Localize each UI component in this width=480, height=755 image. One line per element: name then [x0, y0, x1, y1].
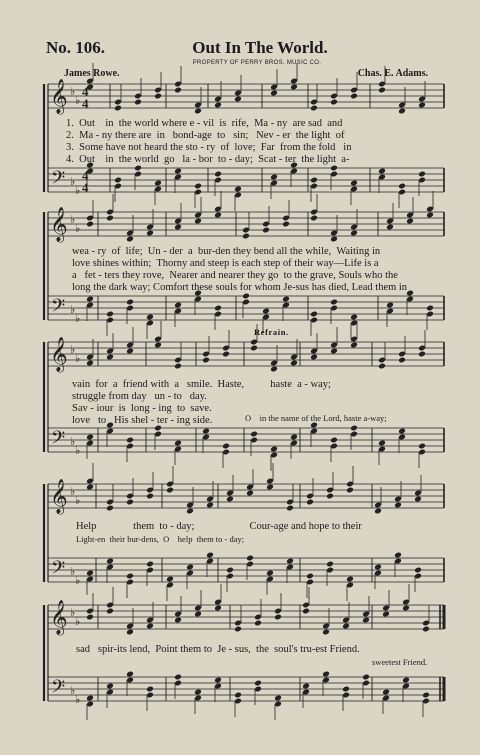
- hymn-title: Out In The World.: [192, 38, 328, 57]
- note-head: [194, 183, 202, 190]
- note-head: [254, 620, 262, 627]
- note-head: [378, 363, 386, 370]
- note-head: [350, 93, 358, 100]
- lyric-line: a fet - ters they rove, Nearer and nearer they go to the grave, Souls who the: [72, 270, 398, 281]
- note-head: [234, 186, 242, 193]
- note-head: [174, 617, 182, 624]
- note-head: [270, 174, 278, 181]
- note-head: [234, 692, 242, 699]
- note-head: [274, 695, 282, 702]
- lyric-line: love to His shel - ter - ing side.: [72, 415, 213, 426]
- note-head: [146, 623, 154, 630]
- note-head: [350, 342, 358, 349]
- flat-sign: ♭: [75, 574, 81, 587]
- note-head: [234, 626, 242, 633]
- composer: Chas. E. Adams.: [357, 68, 428, 79]
- lyric-line: Sav - iour is long - ing to save.: [72, 403, 212, 414]
- note-head: [270, 90, 278, 97]
- note-head: [422, 692, 430, 699]
- lyric-line: 4. Out in the world go la - bor to - day; Scat - ter the light a-: [66, 154, 350, 165]
- flat-sign: ♭: [75, 352, 81, 365]
- note-head: [214, 102, 222, 109]
- note-head: [306, 499, 314, 506]
- note-head: [310, 215, 318, 222]
- note-head: [426, 212, 434, 219]
- lyric-line: struggle from day un - to day.: [72, 391, 207, 402]
- note-head: [306, 573, 314, 580]
- note-head: [378, 168, 386, 175]
- note-head: [422, 626, 430, 633]
- note-head: [266, 484, 274, 491]
- note-head: [174, 363, 182, 370]
- note-head: [262, 227, 270, 234]
- note-head: [194, 108, 202, 115]
- note-head: [262, 308, 270, 315]
- flat-sign: ♭: [75, 494, 81, 507]
- note-head: [426, 305, 434, 312]
- bass-clef: 𝄢: [51, 168, 66, 193]
- time-signature: 4: [82, 168, 89, 183]
- note-head: [146, 314, 154, 321]
- note-head: [378, 87, 386, 94]
- note-head: [126, 573, 134, 580]
- note-head: [134, 99, 142, 106]
- note-head: [194, 218, 202, 225]
- note-head: [214, 305, 222, 312]
- lyric-line: 3. Some have not heard the sto - ry of love; Far from the fold in: [66, 142, 352, 153]
- note-head: [106, 505, 114, 512]
- lyric-line: sad spir-its lend, Point them to Je - sus, the soul's tru-est Friend.: [76, 644, 360, 655]
- note-head: [86, 695, 94, 702]
- treble-clef: 𝄞: [50, 600, 68, 635]
- note-head: [398, 428, 406, 435]
- bass-clef: 𝄢: [51, 428, 66, 453]
- lyric-line: Help them to - day; Cour-age and hope to their: [76, 521, 362, 532]
- note-head: [146, 561, 154, 568]
- lyric-line: 2. Ma - ny there are in bond-age to sin; Nev - er the light of: [66, 130, 345, 141]
- note-head: [246, 555, 254, 562]
- flat-sign: ♭: [75, 444, 81, 457]
- note-head: [114, 177, 122, 184]
- bass-clef: 𝄢: [51, 677, 66, 702]
- note-head: [330, 437, 338, 444]
- note-head: [326, 493, 334, 500]
- note-head: [330, 99, 338, 106]
- note-head: [106, 683, 114, 690]
- note-head: [398, 357, 406, 364]
- note-head: [174, 302, 182, 309]
- note-head: [274, 614, 282, 621]
- time-signature: 4: [82, 180, 89, 195]
- note-head: [418, 171, 426, 178]
- note-head: [106, 608, 114, 615]
- time-signature: 4: [82, 84, 89, 99]
- lyric-line: long the dark way; Comfort these souls for whom Je-sus has died, Lead them in: [72, 282, 408, 293]
- note-head: [194, 689, 202, 696]
- note-head: [202, 428, 210, 435]
- note-head: [214, 171, 222, 178]
- note-head: [226, 567, 234, 574]
- note-head: [382, 611, 390, 618]
- note-head: [398, 108, 406, 115]
- treble-clef: 𝄞: [50, 337, 68, 372]
- flat-sign: ♭: [75, 94, 81, 107]
- note-head: [174, 674, 182, 681]
- note-head: [342, 623, 350, 630]
- note-head: [166, 576, 174, 583]
- property-notice: PROPERTY OF PERRY BROS. MUSIC CO.: [192, 60, 322, 66]
- bass-clef: 𝄢: [51, 558, 66, 583]
- note-head: [350, 180, 358, 187]
- note-head: [214, 677, 222, 684]
- note-head: [126, 629, 134, 636]
- note-head: [378, 440, 386, 447]
- note-head: [290, 360, 298, 367]
- note-head: [406, 218, 414, 225]
- note-head: [146, 686, 154, 693]
- note-head: [186, 508, 194, 515]
- note-head: [250, 431, 258, 438]
- flat-sign: ♭: [70, 606, 76, 619]
- note-head: [322, 629, 330, 636]
- lyric-line: love shines within; Thorny and steep is each step of their way—Life is a: [72, 258, 379, 269]
- note-head: [250, 345, 258, 352]
- note-head: [226, 496, 234, 503]
- treble-clef: 𝄞: [50, 79, 68, 114]
- note-head: [350, 314, 358, 321]
- note-head: [310, 105, 318, 112]
- note-head: [282, 221, 290, 228]
- note-head: [214, 212, 222, 219]
- note-head: [174, 87, 182, 94]
- note-head: [114, 105, 122, 112]
- alt-lyric-line: sweetest Friend.: [372, 657, 428, 667]
- flat-sign: ♭: [75, 693, 81, 706]
- flat-sign: ♭: [70, 85, 76, 98]
- flat-sign: ♭: [70, 485, 76, 498]
- note-head: [310, 177, 318, 184]
- note-head: [146, 230, 154, 237]
- note-head: [330, 299, 338, 306]
- flat-sign: ♭: [70, 303, 76, 316]
- note-head: [126, 236, 134, 243]
- note-head: [386, 224, 394, 231]
- flat-sign: ♭: [70, 435, 76, 448]
- note-head: [362, 617, 370, 624]
- lyricist: James Rowe.: [64, 68, 120, 79]
- refrain-label: Refrain.: [254, 327, 289, 337]
- note-head: [402, 605, 410, 612]
- note-head: [134, 165, 142, 172]
- note-head: [126, 299, 134, 306]
- note-head: [206, 502, 214, 509]
- treble-clef: 𝄞: [50, 207, 68, 242]
- treble-clef: 𝄞: [50, 479, 68, 514]
- flat-sign: ♭: [75, 312, 81, 325]
- note-head: [154, 342, 162, 349]
- note-head: [106, 354, 114, 361]
- flat-sign: ♭: [70, 343, 76, 356]
- flat-sign: ♭: [75, 184, 81, 197]
- note-head: [286, 558, 294, 565]
- note-head: [302, 683, 310, 690]
- note-head: [290, 84, 298, 91]
- note-head: [186, 564, 194, 571]
- note-head: [194, 611, 202, 618]
- note-head: [106, 558, 114, 565]
- note-head: [270, 366, 278, 373]
- flat-sign: ♭: [70, 213, 76, 226]
- note-head: [414, 567, 422, 574]
- note-head: [402, 677, 410, 684]
- note-head: [326, 561, 334, 568]
- flat-sign: ♭: [75, 222, 81, 235]
- note-head: [154, 93, 162, 100]
- note-head: [86, 221, 94, 228]
- lyric-line: vain for a friend with a smile. Haste, haste a - way;: [72, 379, 331, 390]
- note-head: [418, 443, 426, 450]
- note-head: [330, 236, 338, 243]
- note-head: [202, 357, 210, 364]
- note-head: [302, 608, 310, 615]
- time-signature: 4: [82, 96, 89, 111]
- note-head: [174, 224, 182, 231]
- note-head: [206, 552, 214, 559]
- note-head: [282, 296, 290, 303]
- note-head: [126, 671, 134, 678]
- note-head: [346, 487, 354, 494]
- note-head: [126, 499, 134, 506]
- note-head: [266, 570, 274, 577]
- hymn-number: No. 106.: [46, 38, 106, 57]
- flat-sign: ♭: [70, 175, 76, 188]
- note-head: [254, 680, 262, 687]
- note-head: [126, 437, 134, 444]
- note-head: [398, 183, 406, 190]
- lyric-line: 1. Out in the world where e - vil is rife, Ma - ny are sad and: [66, 118, 343, 129]
- note-head: [174, 168, 182, 175]
- note-head: [126, 348, 134, 355]
- note-head: [418, 102, 426, 109]
- note-head: [386, 302, 394, 309]
- note-head: [86, 434, 94, 441]
- note-head: [374, 564, 382, 571]
- note-head: [346, 576, 354, 583]
- note-head: [330, 165, 338, 172]
- note-head: [406, 290, 414, 297]
- note-head: [146, 493, 154, 500]
- note-head: [382, 689, 390, 696]
- note-head: [362, 674, 370, 681]
- note-head: [106, 311, 114, 318]
- note-head: [418, 351, 426, 358]
- note-head: [174, 440, 182, 447]
- lyric-line: wea - ry of life; Un - der a bur-den they bend all the while, Waiting in: [72, 246, 381, 257]
- note-head: [290, 434, 298, 441]
- note-head: [350, 425, 358, 432]
- note-head: [86, 570, 94, 577]
- bass-lyric-line: O in the name of the Lord, haste a-way;: [245, 413, 387, 423]
- flat-sign: ♭: [70, 684, 76, 697]
- note-head: [242, 293, 250, 300]
- note-head: [86, 360, 94, 367]
- note-head: [86, 614, 94, 621]
- note-head: [286, 505, 294, 512]
- bass-clef: 𝄢: [51, 296, 66, 321]
- note-head: [154, 180, 162, 187]
- note-head: [330, 348, 338, 355]
- note-head: [322, 671, 330, 678]
- note-head: [222, 351, 230, 358]
- note-head: [106, 215, 114, 222]
- alt-lyric-line: Light-en their bur-dens, O help them to - day;: [76, 534, 245, 544]
- flat-sign: ♭: [70, 565, 76, 578]
- note-head: [350, 230, 358, 237]
- note-head: [310, 354, 318, 361]
- note-head: [414, 496, 422, 503]
- note-head: [342, 686, 350, 693]
- flat-sign: ♭: [75, 615, 81, 628]
- note-head: [86, 484, 94, 491]
- note-head: [246, 490, 254, 497]
- note-head: [242, 233, 250, 240]
- note-head: [214, 605, 222, 612]
- note-head: [86, 296, 94, 303]
- note-head: [270, 446, 278, 453]
- note-head: [310, 311, 318, 318]
- note-head: [394, 502, 402, 509]
- note-head: [166, 487, 174, 494]
- note-head: [222, 443, 230, 450]
- note-head: [234, 96, 242, 103]
- note-head: [394, 552, 402, 559]
- note-head: [374, 508, 382, 515]
